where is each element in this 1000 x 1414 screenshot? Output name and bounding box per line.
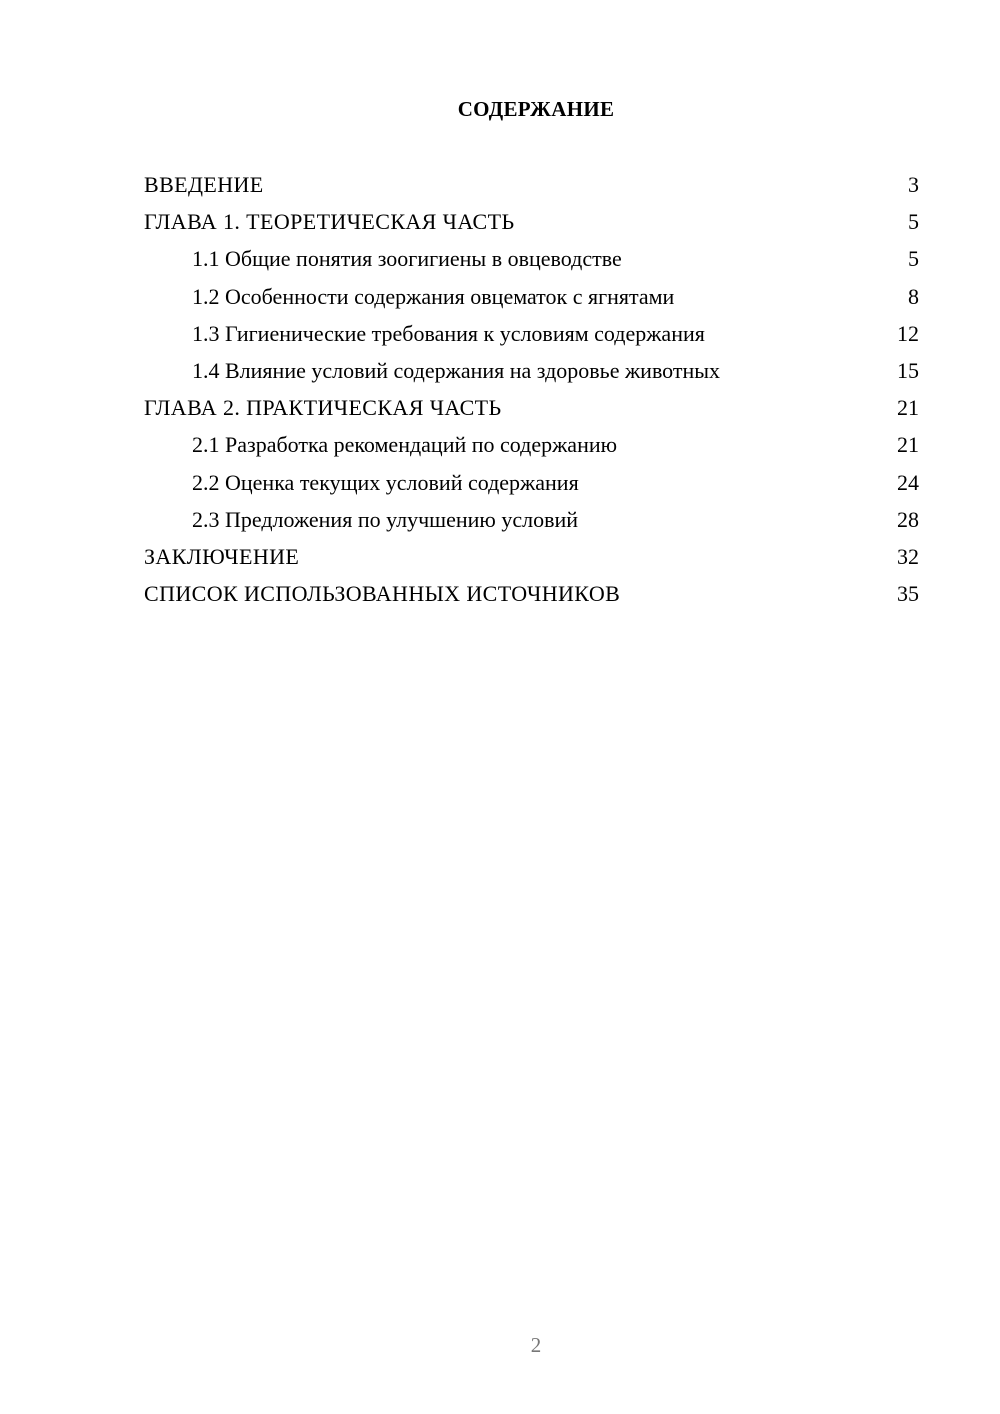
toc-entry-text: ГЛАВА 2. ПРАКТИЧЕСКАЯ ЧАСТЬ	[144, 395, 502, 421]
toc-entry-page: 15	[897, 357, 919, 383]
toc-entry-text: ЗАКЛЮЧЕНИЕ	[144, 543, 300, 569]
toc-entry-text: 1.3 Гигиенические требования к условиям содержания	[192, 320, 705, 346]
toc-entry-introduction[interactable]	[144, 166, 919, 203]
toc-entry-conclusion[interactable]	[144, 538, 919, 575]
toc-entry-text: 1.1 Общие понятия зоогигиены в овцеводстве	[192, 246, 622, 272]
toc-entry-text: ВВЕДЕНИЕ	[144, 172, 264, 197]
toc-entry-section-1-2[interactable]	[144, 278, 919, 315]
toc-entry-section-2-3[interactable]	[144, 501, 919, 538]
toc-entry-text: 1.2 Особенности содержания овцематок с ягнятами	[192, 283, 675, 309]
toc-entry-page: 32	[897, 543, 919, 569]
toc-entry-section-1-1[interactable]	[144, 240, 919, 277]
toc-entry-section-2-1[interactable]	[144, 426, 919, 463]
toc-entry-page: 12	[897, 320, 919, 346]
toc-entry-section-2-2[interactable]	[144, 464, 919, 501]
toc-entry-references[interactable]	[144, 575, 919, 612]
toc-entry-section-1-4[interactable]	[144, 352, 919, 389]
toc-entry-page: 5	[908, 246, 919, 272]
toc-entry-text: СПИСОК ИСПОЛЬЗОВАННЫХ ИСТОЧНИКОВ	[144, 581, 621, 607]
toc-entry-page: 21	[897, 395, 919, 421]
table-of-contents	[144, 166, 919, 612]
toc-entry-page: 8	[908, 283, 919, 309]
toc-entry-page: 24	[897, 469, 919, 495]
toc-entry-text: 2.1 Разработка рекомендаций по содержанию	[192, 432, 618, 458]
toc-entry-section-1-3[interactable]	[144, 315, 919, 352]
page-number: 2	[530, 1333, 542, 1357]
toc-entry-text: 2.2 Оценка текущих условий содержания	[192, 469, 579, 495]
toc-entry-text: ГЛАВА 1. ТЕОРЕТИЧЕСКАЯ ЧАСТЬ	[144, 209, 515, 235]
toc-entry-page: 3	[908, 172, 919, 197]
toc-entry-chapter-2[interactable]	[144, 389, 919, 426]
toc-entry-page: 21	[897, 432, 919, 458]
toc-entry-page: 35	[897, 581, 919, 607]
toc-entry-text: 1.4 Влияние условий содержания на здоровье животных	[192, 357, 721, 383]
document-title: СОДЕРЖАНИЕ	[457, 97, 615, 121]
toc-entry-text: 2.3 Предложения по улучшению условий	[192, 506, 579, 532]
toc-entry-page: 28	[897, 506, 919, 532]
toc-entry-chapter-1[interactable]	[144, 203, 919, 240]
toc-entry-page: 5	[908, 209, 919, 235]
